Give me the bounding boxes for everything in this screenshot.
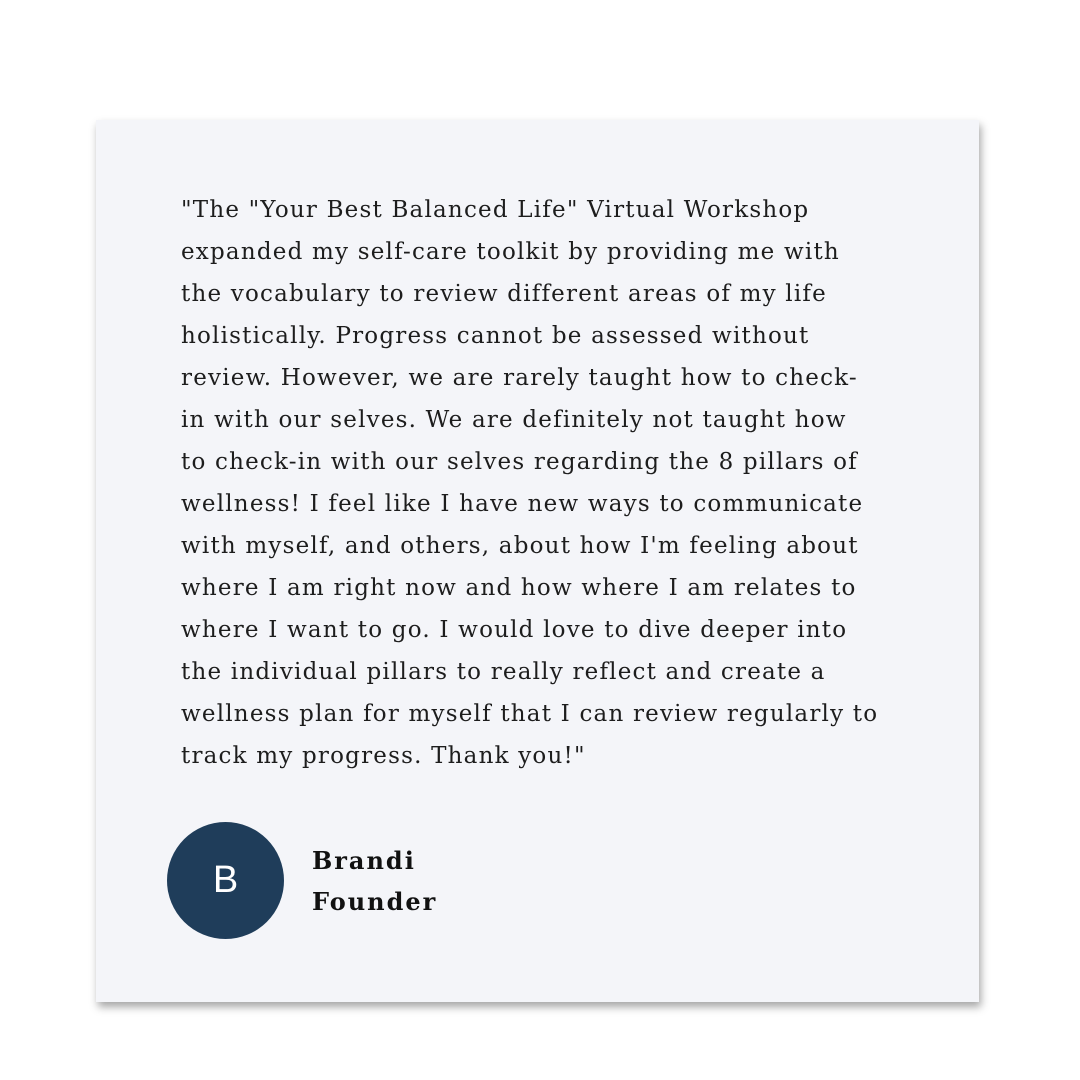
quote-line: the vocabulary to review different areas of my life — [181, 281, 827, 307]
quote-line: in with our selves. We are definitely not taught how — [181, 407, 847, 433]
quote-line: wellness plan for myself that I can review regularly to — [181, 701, 879, 727]
quote-line: to check-in with our selves regarding the 8 pillars of — [181, 449, 858, 475]
author-name: Brandi — [312, 846, 416, 875]
quote-line: holistically. Progress cannot be assessed without — [181, 323, 810, 349]
testimonial-quote — [181, 189, 911, 777]
quote-line: the individual pillars to really reflect and create a — [181, 659, 826, 685]
quote-line: "The "Your Best Balanced Life" Virtual Workshop — [181, 197, 810, 223]
quote-line: with myself, and others, about how I'm feeling about — [181, 533, 859, 559]
quote-line: expanded my self-care toolkit by providing me with — [181, 239, 840, 265]
avatar — [167, 822, 284, 939]
author-info — [312, 840, 437, 922]
avatar-initial: B — [212, 859, 239, 901]
quote-line: where I am right now and how where I am relates to — [181, 575, 857, 601]
quote-line: track my progress. Thank you!" — [181, 743, 586, 769]
quote-line: review. However, we are rarely taught how to check- — [181, 365, 858, 391]
quote-line: where I want to go. I would love to dive deeper into — [181, 617, 848, 643]
author-title: Founder — [312, 887, 438, 916]
testimonial-card — [96, 120, 979, 1002]
quote-line: wellness! I feel like I have new ways to communicate — [181, 491, 864, 517]
